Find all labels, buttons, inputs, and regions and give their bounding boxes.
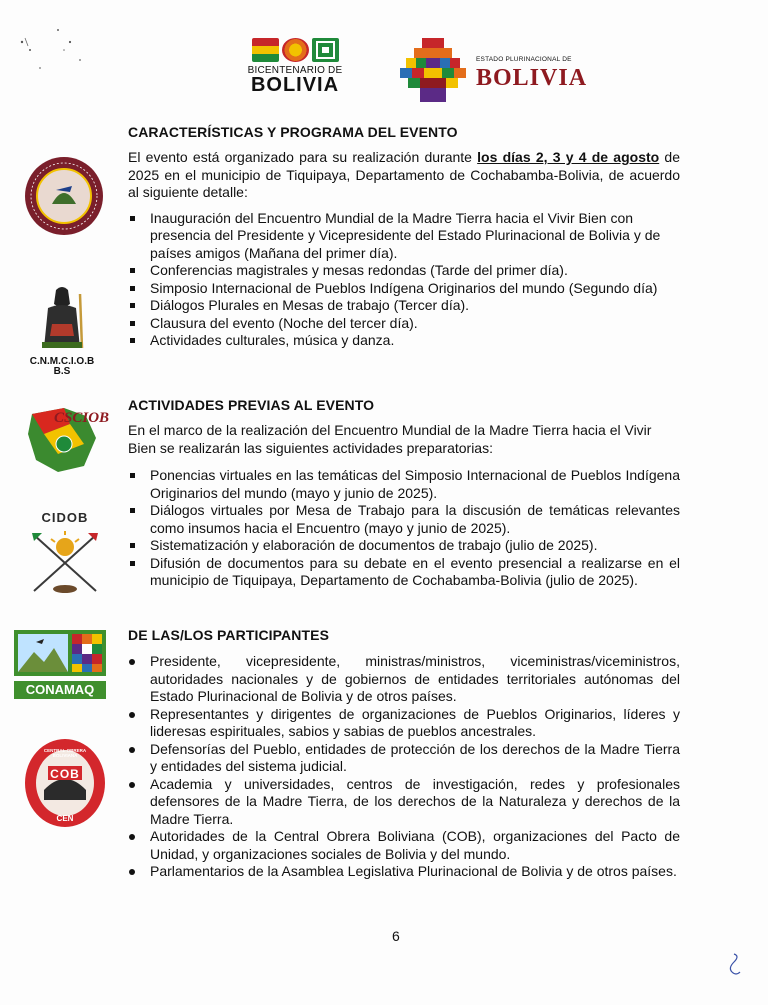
conamaq-emblem-icon — [14, 630, 106, 676]
conamaq-label: CONAMAQ — [14, 681, 106, 699]
section-participantes-heading: DE LAS/LOS PARTICIPANTES — [128, 627, 330, 643]
cnmciob-label: C.N.M.C.I.O.B — [29, 356, 95, 367]
bicentenario-emblem — [240, 38, 350, 62]
csciob-label: CSCIOB — [54, 410, 110, 426]
estado-title: BOLIVIA — [476, 65, 588, 91]
list-item: Sistematización y elaboración de documentos de trabajo (julio de 2025). — [128, 537, 680, 555]
previas-list — [128, 467, 680, 590]
list-item: Difusión de documentos para su debate en el evento presencial a realizarse en el municipio de Tiquipaya, Departamento de Cochabamba-Bolivia (julio de 2025). — [128, 555, 680, 590]
intro-text-start: El evento está organizado para su realización durante — [128, 149, 478, 165]
estado-plurinacional-logo — [400, 38, 590, 102]
section-previas-heading: ACTIVIDADES PREVIAS AL EVENTO — [128, 397, 375, 413]
section-participantes — [128, 627, 680, 881]
bicentenario-subtitle: BICENTENARIO DE — [247, 65, 343, 76]
event-dates: los días 2, 3 y 4 de agosto — [477, 149, 660, 165]
list-item: Parlamentarios de la Asamblea Legislativa Plurinacional de Bolivia y de otros países. — [128, 863, 680, 881]
seal-emblem-icon — [24, 156, 104, 236]
list-item: Academia y universidades, centros de investigación, redes y profesionales defensores de la Madre Tierra, de los derechos de la Naturaleza y derechos de la Madre Tierra. — [128, 776, 680, 829]
pen-initial-mark — [724, 952, 744, 978]
list-item: Conferencias magistrales y mesas redondas (Tarde del primer día). — [128, 262, 680, 280]
section-previas-intro: En el marco de la realización del Encuentro Mundial de la Madre Tierra hacia el Vivir Bien se realizarán las siguientes actividades preparatorias: — [128, 422, 652, 456]
participantes-list — [128, 653, 680, 881]
page-number: 6 — [392, 928, 400, 944]
cnmciob-logo — [22, 284, 102, 377]
crossed-arrows-sun-icon — [28, 525, 102, 599]
list-item: Diálogos Plurales en Mesas de trabajo (Tercer día). — [128, 297, 680, 315]
cob-logo — [24, 738, 106, 828]
list-item: Inauguración del Encuentro Mundial de la Madre Tierra hacia el Vivir Bien con presencia del Presidente y Vicepresidente del Estado Plurinacional de Bolivia y de países amigos (Mañana del primer día). — [128, 210, 680, 263]
intro-text-end: de 2025 en el municipio de Tiquipaya, Departamento de Cochabamba-Bolivia, de acuerdo al siguiente detalle: — [128, 149, 680, 200]
list-item: Ponencias virtuales en las temáticas del Simposio Internacional de Pueblos Indígena Originarios del mundo (mayo y junio de 2025). — [128, 467, 680, 502]
scan-specks — [10, 20, 100, 80]
bicentenario-title: BOLIVIA — [250, 74, 340, 96]
cnmciob-sublabel: B.S — [53, 366, 71, 377]
section-programa — [128, 124, 680, 350]
list-item: Representantes y dirigentes de organizaciones de Pueblos Originarios, líderes y lideresas espirituales, sabios y sabias de pueblos ancestrales. — [128, 706, 680, 741]
cidob-logo — [28, 510, 102, 600]
section-programa-intro — [128, 149, 680, 202]
section-previas — [128, 397, 680, 590]
organization-seal-logo — [24, 156, 104, 236]
list-item: Diálogos virtuales por Mesa de Trabajo para la discusión de temáticas relevantes como insumos hacia el Encuentro (mayo y junio de 2025). — [128, 502, 680, 537]
list-item: Presidente, vicepresidente, ministras/ministros, viceministras/viceministros, autoridades nacionales y de gobiernos de entidades territoriales autónomas del Estado Plurinacional de Bolivia y de otros países. — [128, 653, 680, 706]
cob-ring-text: CENTRAL OBRERA BOLIVIANA — [43, 748, 87, 758]
list-item: Actividades culturales, música y danza. — [128, 332, 680, 350]
list-item: Defensorías del Pueblo, entidades de protección de los derechos de la Madre Tierra y entidades del sistema judicial. — [128, 741, 680, 776]
list-item: Clausura del evento (Noche del tercer día). — [128, 315, 680, 333]
list-item: Autoridades de la Central Obrera Boliviana (COB), organizaciones del Pacto de Unidad, y organizaciones sociales de Bolivia y del mundo. — [128, 828, 680, 863]
conamaq-logo — [14, 630, 106, 697]
program-list — [128, 210, 680, 350]
wiphala-mosaic-icon — [400, 38, 466, 102]
estado-subtitle: ESTADO PLURINACIONAL DE — [476, 56, 572, 63]
cob-label: COB — [50, 767, 80, 781]
indigenous-woman-icon — [22, 284, 102, 352]
section-programa-heading: CARACTERÍSTICAS Y PROGRAMA DEL EVENTO — [128, 124, 458, 140]
cob-ring-bottom: CEN — [56, 814, 74, 823]
bicentenario-logo — [240, 38, 350, 100]
list-item: Simposio Internacional de Pueblos Indígena Originarios del mundo (Segundo día) — [128, 280, 680, 298]
cidob-label: CIDOB — [41, 510, 89, 525]
csciob-logo — [24, 404, 110, 476]
